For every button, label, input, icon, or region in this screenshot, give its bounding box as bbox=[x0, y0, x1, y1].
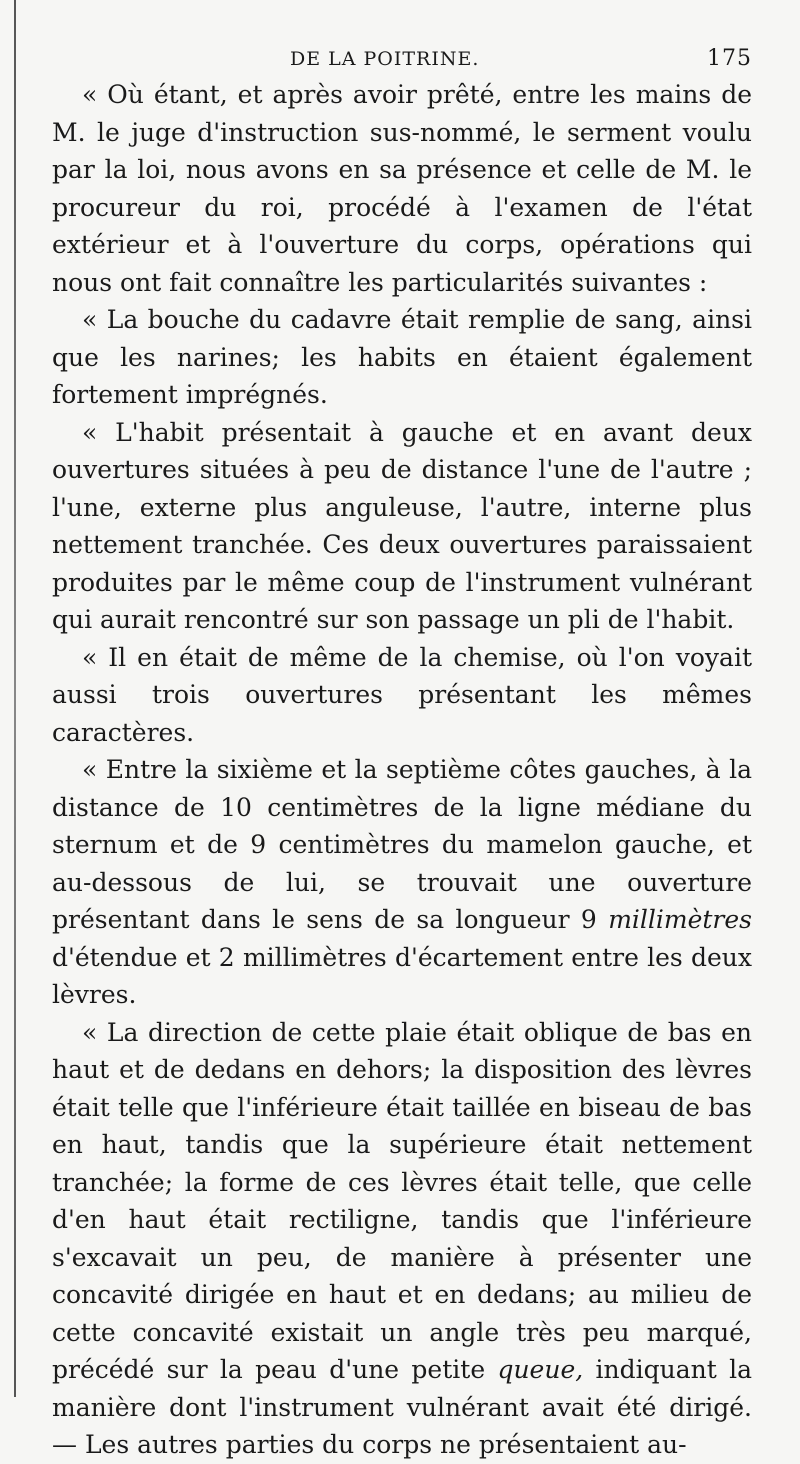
paragraph-ouverture-emphasis: millimètres bbox=[608, 905, 752, 934]
paragraph-direction-text-2: indiquant la manière dont l'instrument vulnérant avait été dirigé. — Les autres parties du corps ne présentaient au- bbox=[52, 1355, 753, 1459]
paragraph-chemise: « Il en était de même de la chemise, où l'on voyait aussi trois ouvertures présentant les mêmes caractères. bbox=[52, 642, 752, 747]
running-head bbox=[52, 40, 752, 76]
paragraph-ouverture bbox=[52, 751, 752, 1014]
page-edge bbox=[14, 0, 16, 1397]
paragraph-direction-text-1: « La direction de cette plaie était oblique de bas en haut et de dedans en dehors; la disposition des lèvres était telle que l'inférieure était taillée en biseau de bas en haut, tandis que la supérieure était nettement tranchée; la forme de ces lèvres était telle, que celle d'en haut était rectiligne, tandis que l'inférieure s'excavait un peu, de manière à présenter une concavité dirigée en haut et en dedans; au milieu de cette concavité existait un angle très peu marqué, précédé sur la peau d'une petite bbox=[52, 1017, 752, 1384]
paragraph-bouche: « La bouche du cadavre était remplie de sang, ainsi que les narines; les habits en étaient également fortement imprégnés. bbox=[52, 305, 752, 409]
paragraph-ouverture-text-2: d'étendue et 2 millimètres d'écartement entre les deux lèvres. bbox=[52, 942, 752, 1009]
paragraph-direction-emphasis: queue, bbox=[497, 1355, 584, 1384]
page-number: 175 bbox=[707, 46, 752, 71]
paragraph-habit: « L'habit présentait à gauche et en avant deux ouvertures situées à peu de distance l'une de l'autre ; l'une, externe plus anguleuse, l'autre, interne plus nettement tranchée. Ces deux ouvertures paraissaient produites par le même coup de l'instrument vulnérant qui aurait rencontré sur son passage un pli de l'habit. bbox=[52, 417, 752, 634]
paragraph-examen: « Où étant, et après avoir prêté, entre les mains de M. le juge d'instruction sus-nommé, le serment voulu par la loi, nous avons en sa présence et celle de M. le procureur du roi, procédé à l'examen de l'état extérieur et à l'ouverture du corps, opérations qui nous ont fait connaître les particularités suivantes : bbox=[52, 80, 752, 297]
book-page bbox=[52, 40, 752, 1464]
running-title: DE LA POITRINE. bbox=[290, 48, 480, 70]
paragraph-direction bbox=[52, 1014, 752, 1464]
paragraph-ouverture-text-1: « Entre la sixième et la septième côtes gauches, à la distance de 10 centimètres de la ligne médiane du sternum et de 9 centimètres du mamelon gauche, et au-dessous de lui, se trouvait une ouverture présentant dans le sens de sa longueur 9 bbox=[52, 755, 752, 934]
